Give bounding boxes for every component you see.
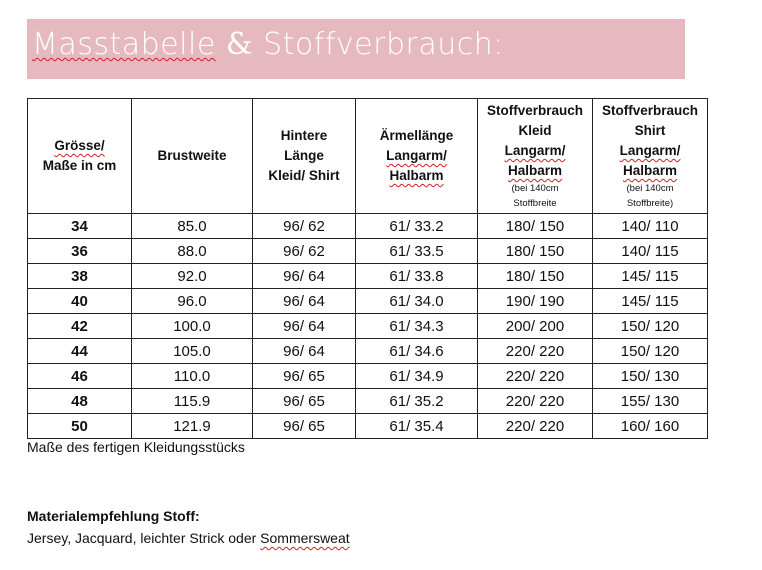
cell-sleeve: 61/ 34.3 [356, 314, 478, 339]
page-title [32, 27, 504, 62]
header-dress-line1: Stoffverbrauch [486, 103, 584, 118]
table-row [28, 314, 708, 339]
cell-back-length: 96/ 65 [253, 414, 356, 439]
cell-fabric-shirt: 140/ 110 [593, 214, 708, 239]
cell-sleeve: 61/ 33.5 [356, 239, 478, 264]
cell-sleeve: 61/ 34.6 [356, 339, 478, 364]
cell-size: 36 [28, 239, 132, 264]
header-sleeve-line1: Ärmellänge [379, 128, 454, 143]
table-row [28, 264, 708, 289]
cell-back-length: 96/ 64 [253, 264, 356, 289]
cell-fabric-shirt: 140/ 115 [593, 239, 708, 264]
header-size [28, 99, 132, 214]
header-size-line1: Grösse/ [54, 138, 105, 153]
cell-fabric-dress: 220/ 220 [478, 339, 593, 364]
header-sleeve [356, 99, 478, 214]
cell-chest: 100.0 [132, 314, 253, 339]
cell-fabric-dress: 180/ 150 [478, 214, 593, 239]
header-shirt-line2: Shirt [634, 123, 666, 138]
table-row [28, 414, 708, 439]
header-dress-note2: Stoffbreite [513, 198, 557, 209]
header-shirt-line3: Langarm/ [619, 143, 681, 158]
table-row [28, 239, 708, 264]
cell-back-length: 96/ 64 [253, 289, 356, 314]
cell-back-length: 96/ 64 [253, 339, 356, 364]
cell-sleeve: 61/ 33.2 [356, 214, 478, 239]
title-banner [27, 19, 685, 79]
title-rest: Stoffverbrauch: [263, 27, 504, 62]
title-ampersand: & [225, 27, 254, 62]
material-text-main: Jersey, Jacquard, leichter Strick oder [27, 530, 261, 546]
cell-fabric-dress: 220/ 220 [478, 414, 593, 439]
header-dress-line2: Kleid [518, 123, 552, 138]
cell-size: 38 [28, 264, 132, 289]
header-shirt-note1: (bei 140cm [626, 183, 674, 194]
cell-chest: 85.0 [132, 214, 253, 239]
header-sleeve-line2: Langarm/ [386, 148, 447, 163]
cell-size: 44 [28, 339, 132, 364]
table-row [28, 214, 708, 239]
cell-fabric-shirt: 145/ 115 [593, 264, 708, 289]
cell-sleeve: 61/ 34.9 [356, 364, 478, 389]
header-dress-note1: (bei 140cm [511, 183, 559, 194]
header-fabric-shirt [593, 99, 708, 214]
header-chest-line1: Brustweite [157, 148, 227, 163]
table-row [28, 339, 708, 364]
header-back-line3: Kleid/ Shirt [268, 168, 340, 183]
cell-size: 40 [28, 289, 132, 314]
size-table [27, 98, 708, 439]
cell-fabric-dress: 220/ 220 [478, 364, 593, 389]
table-row [28, 289, 708, 314]
title-main: Masstabelle [32, 27, 216, 62]
header-chest [132, 99, 253, 214]
cell-fabric-dress: 190/ 190 [478, 289, 593, 314]
cell-back-length: 96/ 64 [253, 314, 356, 339]
cell-size: 50 [28, 414, 132, 439]
cell-fabric-dress: 220/ 220 [478, 389, 593, 414]
cell-back-length: 96/ 62 [253, 214, 356, 239]
cell-back-length: 96/ 65 [253, 364, 356, 389]
header-fabric-dress [478, 99, 593, 214]
material-heading: Materialempfehlung Stoff: [27, 508, 200, 524]
cell-chest: 105.0 [132, 339, 253, 364]
table-footnote: Maße des fertigen Kleidungsstücks [27, 439, 245, 455]
cell-size: 42 [28, 314, 132, 339]
table-row [28, 364, 708, 389]
cell-chest: 121.9 [132, 414, 253, 439]
cell-fabric-shirt: 160/ 160 [593, 414, 708, 439]
cell-chest: 92.0 [132, 264, 253, 289]
cell-size: 34 [28, 214, 132, 239]
cell-size: 46 [28, 364, 132, 389]
cell-chest: 88.0 [132, 239, 253, 264]
cell-back-length: 96/ 62 [253, 239, 356, 264]
header-size-line2: Maße in cm [42, 158, 117, 173]
cell-sleeve: 61/ 33.8 [356, 264, 478, 289]
header-dress-line3: Langarm/ [504, 143, 566, 158]
material-text [27, 530, 350, 546]
cell-size: 48 [28, 389, 132, 414]
cell-fabric-shirt: 150/ 120 [593, 314, 708, 339]
header-back-line2: Länge [284, 148, 324, 163]
header-dress-line4: Halbarm [507, 163, 563, 178]
table-header-row [28, 99, 708, 214]
table-row [28, 389, 708, 414]
header-shirt-line4: Halbarm [622, 163, 678, 178]
cell-chest: 110.0 [132, 364, 253, 389]
cell-fabric-shirt: 150/ 130 [593, 364, 708, 389]
cell-fabric-shirt: 155/ 130 [593, 389, 708, 414]
cell-chest: 96.0 [132, 289, 253, 314]
cell-sleeve: 61/ 35.2 [356, 389, 478, 414]
cell-fabric-dress: 180/ 150 [478, 239, 593, 264]
header-shirt-line1: Stoffverbrauch [601, 103, 699, 118]
header-shirt-note2: Stoffbreite) [626, 198, 674, 209]
cell-back-length: 96/ 65 [253, 389, 356, 414]
cell-chest: 115.9 [132, 389, 253, 414]
cell-sleeve: 61/ 35.4 [356, 414, 478, 439]
material-text-underlined: Sommersweat [260, 530, 350, 546]
cell-fabric-dress: 180/ 150 [478, 264, 593, 289]
cell-sleeve: 61/ 34.0 [356, 289, 478, 314]
cell-fabric-dress: 200/ 200 [478, 314, 593, 339]
header-back-length [253, 99, 356, 214]
cell-fabric-shirt: 145/ 115 [593, 289, 708, 314]
header-back-line1: Hintere [280, 128, 328, 143]
header-sleeve-line3: Halbarm [389, 168, 444, 183]
cell-fabric-shirt: 150/ 120 [593, 339, 708, 364]
